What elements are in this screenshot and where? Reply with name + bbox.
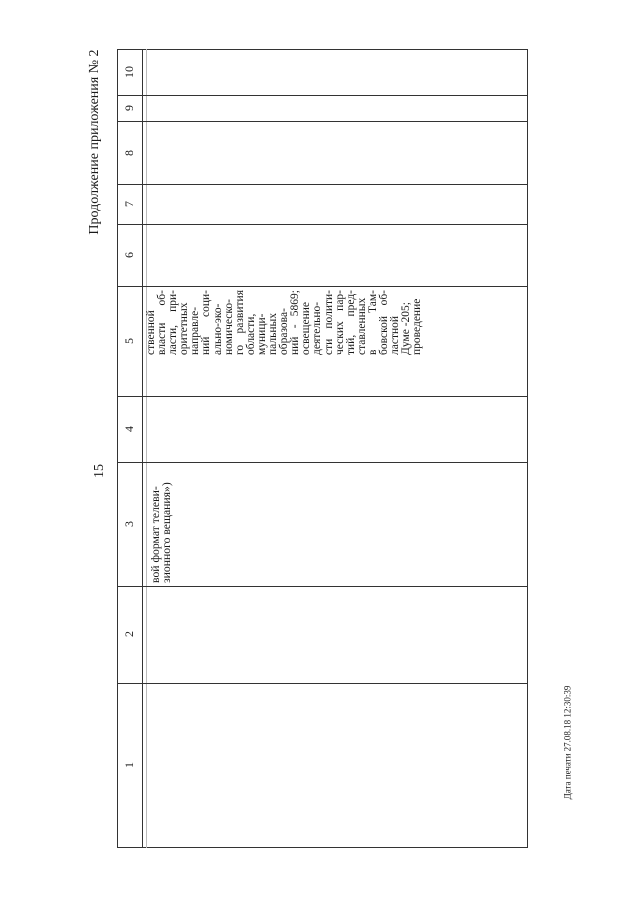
col-sep-8-9 bbox=[117, 121, 528, 122]
table-border-left bbox=[117, 49, 118, 848]
cell-col5-line: ластной bbox=[389, 315, 402, 355]
cell-col5-line: го развития bbox=[233, 290, 246, 355]
header-separator bbox=[142, 49, 143, 848]
cell-col5-line: в Там- bbox=[366, 290, 379, 355]
col-sep-9-10 bbox=[117, 95, 528, 96]
cell-col3-line: зионного вещания») bbox=[160, 482, 174, 583]
col-sep-5-6 bbox=[117, 286, 528, 287]
cell-col3-line: вой формат телеви- bbox=[149, 486, 162, 583]
appendix-title: Продолжение приложения № 2 bbox=[87, 49, 102, 235]
cell-col5-line: направле- bbox=[189, 306, 202, 355]
cell-col5-line: деятельно- bbox=[311, 301, 324, 355]
cell-col5-line: ний соци- bbox=[200, 290, 213, 355]
cell-col5-line: власти об- bbox=[156, 290, 169, 355]
print-date: Дата печати 27.08.18 12:30:39 bbox=[562, 685, 573, 800]
cell-col5 bbox=[146, 290, 423, 355]
cell-col5-line: муници- bbox=[255, 313, 268, 355]
column-header-9: 9 bbox=[122, 105, 136, 111]
cell-col5-line: номическо- bbox=[222, 299, 235, 355]
cell-col5-line: бовской об- bbox=[377, 290, 390, 355]
cell-col3 bbox=[150, 465, 172, 583]
cell-col5-line: ально-эко- bbox=[211, 303, 224, 355]
table-border-right bbox=[527, 49, 528, 848]
cell-col5-line: ческих пар- bbox=[333, 290, 346, 355]
cell-col5-line: Думе -205; bbox=[400, 302, 413, 355]
cell-col5-line: ласти, при- bbox=[167, 290, 180, 355]
cell-col5-line: проведение bbox=[411, 298, 424, 355]
cell-col5-line: пальных bbox=[267, 313, 280, 355]
column-header-3: 3 bbox=[122, 521, 136, 527]
column-header-10: 10 bbox=[122, 66, 136, 78]
cell-col5-line: ний - 5869; bbox=[289, 290, 302, 355]
column-header-4: 4 bbox=[122, 426, 136, 432]
cell-col5-line: освещение bbox=[300, 302, 313, 355]
column-header-2: 2 bbox=[122, 631, 136, 637]
col-sep-7-8 bbox=[117, 184, 528, 185]
cell-col5-line: образова- bbox=[278, 308, 291, 355]
header-separator-faint bbox=[146, 49, 147, 848]
column-header-6: 6 bbox=[122, 252, 136, 258]
col-sep-3-4 bbox=[117, 462, 528, 463]
column-header-8: 8 bbox=[122, 150, 136, 156]
cell-col5-line: тий, пред- bbox=[344, 290, 357, 355]
page-number: 15 bbox=[92, 464, 107, 478]
cell-col5-line: ственной bbox=[145, 310, 157, 355]
cell-col5-line: области, bbox=[244, 313, 257, 355]
column-header-1: 1 bbox=[122, 762, 136, 768]
col-sep-6-7 bbox=[117, 224, 528, 225]
col-sep-4-5 bbox=[117, 396, 528, 397]
column-header-5: 5 bbox=[122, 338, 136, 344]
col-sep-1-2 bbox=[117, 683, 528, 684]
cell-col5-line: ставленных bbox=[355, 297, 368, 355]
cell-col5-line: оритетных bbox=[178, 302, 191, 355]
cell-col5-line: сти полити- bbox=[322, 290, 335, 355]
table-border-top bbox=[117, 49, 528, 50]
table-border-bottom bbox=[117, 847, 528, 848]
column-header-7: 7 bbox=[122, 201, 136, 207]
col-sep-2-3 bbox=[117, 586, 528, 587]
